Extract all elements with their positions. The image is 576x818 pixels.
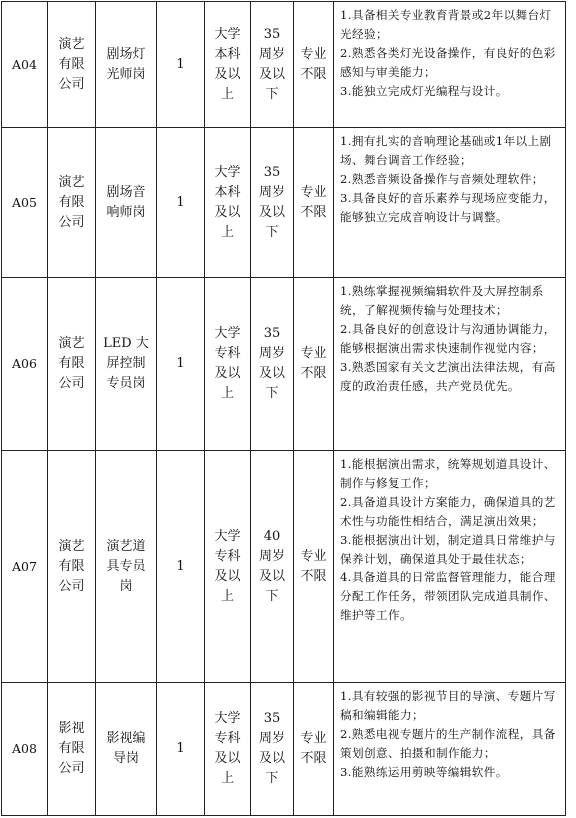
requirements-cell xyxy=(334,128,566,278)
major-cell xyxy=(294,2,334,128)
education-cell xyxy=(205,128,251,278)
table-row xyxy=(2,128,566,278)
position-code-cell-text: A07 xyxy=(12,558,37,574)
position-code-cell xyxy=(2,128,48,278)
table-row xyxy=(2,683,566,816)
education-cell-text: 大学 专科 及以 上 xyxy=(214,528,241,604)
table-row xyxy=(2,2,566,128)
headcount-cell xyxy=(157,128,205,278)
requirements-cell xyxy=(334,2,566,128)
position-name-cell xyxy=(96,128,157,278)
company-cell-text: 演艺 有限 公司 xyxy=(58,336,85,391)
headcount-cell-text: 1 xyxy=(176,194,185,210)
position-code-cell-text: A06 xyxy=(12,356,37,371)
major-cell xyxy=(294,278,334,451)
position-code-cell-text: A05 xyxy=(12,194,37,210)
age-limit-cell-text: 35 周岁 及以 下 xyxy=(258,164,285,240)
headcount-cell xyxy=(157,451,205,683)
recruitment-table xyxy=(1,1,566,816)
headcount-cell-text: 1 xyxy=(176,741,185,756)
position-name-cell-text: 演艺道 具专员 岗 xyxy=(106,538,146,594)
requirement-item: 1.熟练掌握视频编辑软件及大屏控制系统，了解视频传输与处理技术； xyxy=(340,284,544,317)
requirement-item: 2.熟悉电视专题片的生产制作流程，具备策划创意、拍摄和制作能力； xyxy=(340,726,556,760)
age-limit-cell-text: 40 周岁 及以 下 xyxy=(258,528,285,604)
company-cell-text: 演艺 有限 公司 xyxy=(58,36,85,92)
education-cell-text: 大学 专科 及以 上 xyxy=(214,326,241,401)
position-code-cell-text: A04 xyxy=(12,56,37,72)
education-cell xyxy=(205,683,251,816)
age-limit-cell-text: 35 周岁 及以 下 xyxy=(258,26,285,102)
table-row xyxy=(2,278,566,451)
education-cell-text: 大学 本科 及以 上 xyxy=(214,164,241,240)
age-limit-cell xyxy=(251,278,294,451)
company-cell-text: 影视 有限 公司 xyxy=(58,721,85,776)
position-name-cell xyxy=(96,278,157,451)
requirement-item: 2.具备良好的创意设计与沟通协调能力，能够根据演出需求快速制作视觉内容； xyxy=(340,321,556,355)
major-cell xyxy=(294,451,334,683)
position-name-cell-text: 剧场音 响师岗 xyxy=(106,184,146,220)
requirement-item: 3.熟悉国家有关文艺演出法律法规，有高度的政治责任感，共产党员优先。 xyxy=(340,359,556,393)
age-limit-cell-text: 35 周岁 及以 下 xyxy=(258,711,285,786)
headcount-cell xyxy=(157,278,205,451)
position-name-cell-text: LED 大 屏控制 专员岗 xyxy=(103,336,149,391)
position-code-cell xyxy=(2,451,48,683)
position-name-cell-text: 影视编 导岗 xyxy=(106,731,146,766)
position-code-cell xyxy=(2,278,48,451)
requirement-item: 3.能独立完成灯光编程与设计。 xyxy=(340,83,508,98)
headcount-cell xyxy=(157,2,205,128)
education-cell-text: 大学 本科 及以 上 xyxy=(214,26,241,102)
position-code-cell xyxy=(2,2,48,128)
education-cell xyxy=(205,2,251,128)
age-limit-cell xyxy=(251,2,294,128)
requirement-item: 3.能熟练运用剪映等编辑软件。 xyxy=(340,764,508,779)
major-cell-text: 专业 不限 xyxy=(300,184,327,220)
company-cell xyxy=(48,278,96,451)
position-name-cell xyxy=(96,683,157,816)
position-code-cell xyxy=(2,683,48,816)
position-name-cell xyxy=(96,451,157,683)
requirement-item: 3.具备良好的音乐素养与现场应变能力，能够独立完成音响设计与调整。 xyxy=(340,190,556,224)
major-cell-text: 专业 不限 xyxy=(300,731,327,766)
education-cell xyxy=(205,451,251,683)
major-cell-text: 专业 不限 xyxy=(300,346,327,381)
company-cell xyxy=(48,451,96,683)
company-cell-text: 演艺 有限 公司 xyxy=(58,174,85,230)
position-name-cell xyxy=(96,2,157,128)
major-cell xyxy=(294,683,334,816)
requirement-item: 1.能根据演出需求，统筹规划道具设计、制作与修复工作； xyxy=(340,457,556,490)
company-cell xyxy=(48,128,96,278)
requirement-item: 2.熟悉音频设备操作与音频处理软件； xyxy=(340,171,544,186)
headcount-cell-text: 1 xyxy=(176,356,185,371)
table-body xyxy=(2,2,566,816)
headcount-cell xyxy=(157,683,205,816)
requirements-cell xyxy=(334,683,566,816)
requirement-item: 1.具有较强的影视节目的导演、专题片写稿和编辑能力； xyxy=(340,689,556,722)
education-cell xyxy=(205,278,251,451)
table-row xyxy=(2,451,566,683)
age-limit-cell-text: 35 周岁 及以 下 xyxy=(258,326,285,401)
company-cell xyxy=(48,683,96,816)
requirement-item: 2.具备道具设计方案能力，确保道具的艺术性与功能性相结合，满足演出效果； xyxy=(340,494,556,528)
position-name-cell-text: 剧场灯 光师岗 xyxy=(106,46,146,82)
major-cell xyxy=(294,128,334,278)
age-limit-cell xyxy=(251,683,294,816)
age-limit-cell xyxy=(251,128,294,278)
major-cell-text: 专业 不限 xyxy=(300,46,327,82)
major-cell-text: 专业 不限 xyxy=(300,548,327,584)
requirement-item: 1.拥有扎实的音响理论基础或1年以上剧场、舞台调音工作经验； xyxy=(340,134,552,167)
headcount-cell-text: 1 xyxy=(176,56,185,72)
education-cell-text: 大学 专科 及以 上 xyxy=(214,711,241,786)
company-cell-text: 演艺 有限 公司 xyxy=(58,538,85,594)
requirement-item: 4.具备道具的日常监督管理能力，能合理分配工作任务，带领团队完成道具制作、维护等工作。 xyxy=(340,570,556,623)
requirement-item: 2.熟悉各类灯光设备操作，有良好的色彩感知与审美能力； xyxy=(340,45,556,79)
requirement-item: 1.具备相关专业教育背景或2年以舞台灯光经验； xyxy=(340,8,552,41)
requirements-cell xyxy=(334,451,566,683)
company-cell xyxy=(48,2,96,128)
age-limit-cell xyxy=(251,451,294,683)
requirement-item: 3.能根据演出计划，制定道具日常维护与保养计划，确保道具处于最佳状态； xyxy=(340,532,556,566)
requirements-cell xyxy=(334,278,566,451)
headcount-cell-text: 1 xyxy=(176,558,185,574)
position-code-cell-text: A08 xyxy=(12,741,37,756)
